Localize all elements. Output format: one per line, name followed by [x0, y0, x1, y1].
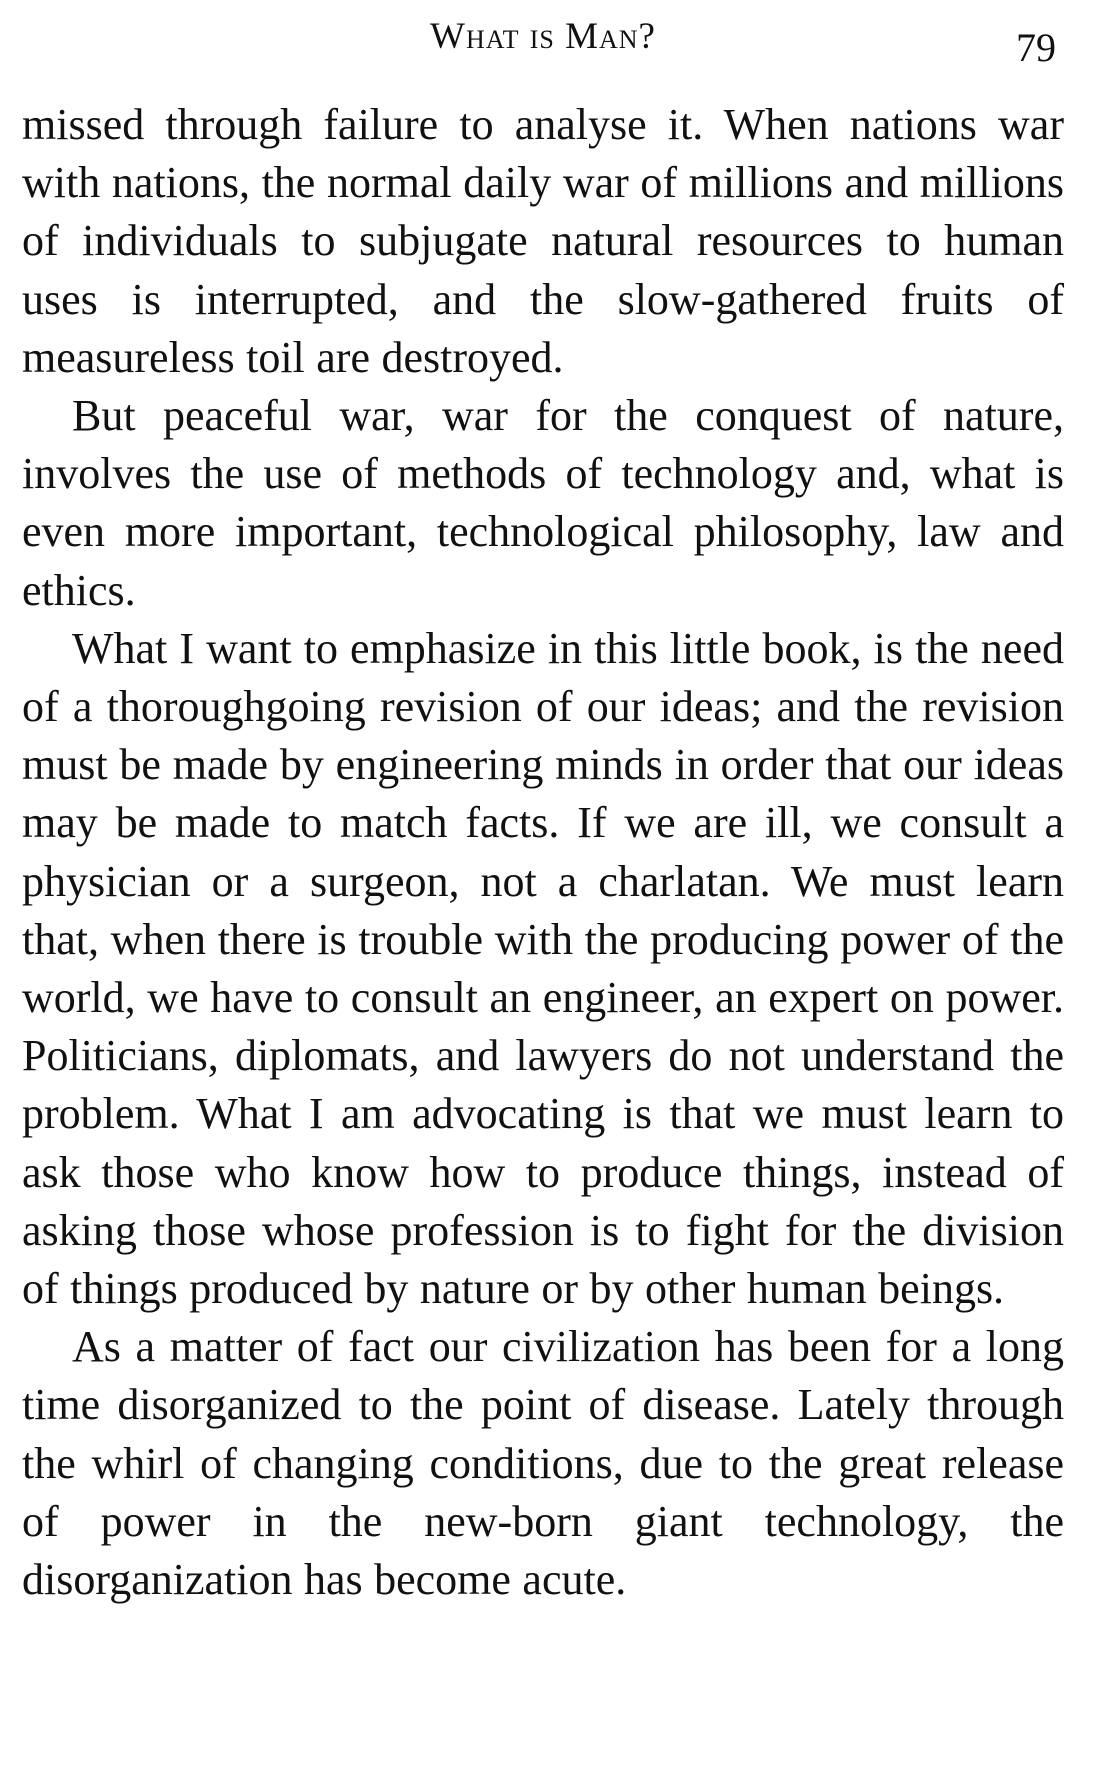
paragraph-peaceful-war: But peaceful war, war for the conquest of nature, involves the use of methods of technology and, what is even more important, technological philosophy, law and ethics. — [22, 391, 1064, 615]
page-number: 79 — [1016, 25, 1056, 70]
paragraph-civilization-disorganized: As a matter of fact our civilization has been for a long time disorganized to the point of disease. Lately through the whirl of changing conditions, due to the great release of power in the new-born giant technology, the disorganization has become acute. — [22, 1322, 1064, 1605]
paragraph-continued: missed through failure to analyse it. When nations war with nations, the normal daily war of millions and millions of individuals to subjugate natural resources to human uses is interrupted, and the slow-gathered fruits of measureless toil are destroyed. — [22, 100, 1064, 382]
page-body-text — [22, 96, 1064, 1609]
paragraph-revision-of-ideas: What I want to emphasize in this little book, is the need of a thoroughgoing revision of our ideas; and the revision must be made by engineering minds in order that our ideas may be made to match facts. If we are ill, we consult a physician or a surgeon, not a charlatan. We must learn that, when there is trouble with the producing power of the world, we have to consult an engineer, an expert on power. Politicians, diplomats, and lawyers do not understand the problem. What I am advocating is that we must learn to ask those who know how to produce things, instead of asking those whose profession is to fight for the division of things produced by nature or by other human beings. — [22, 623, 1064, 1314]
running-head — [22, 0, 1064, 96]
running-head-title: What is Man? — [430, 16, 656, 57]
